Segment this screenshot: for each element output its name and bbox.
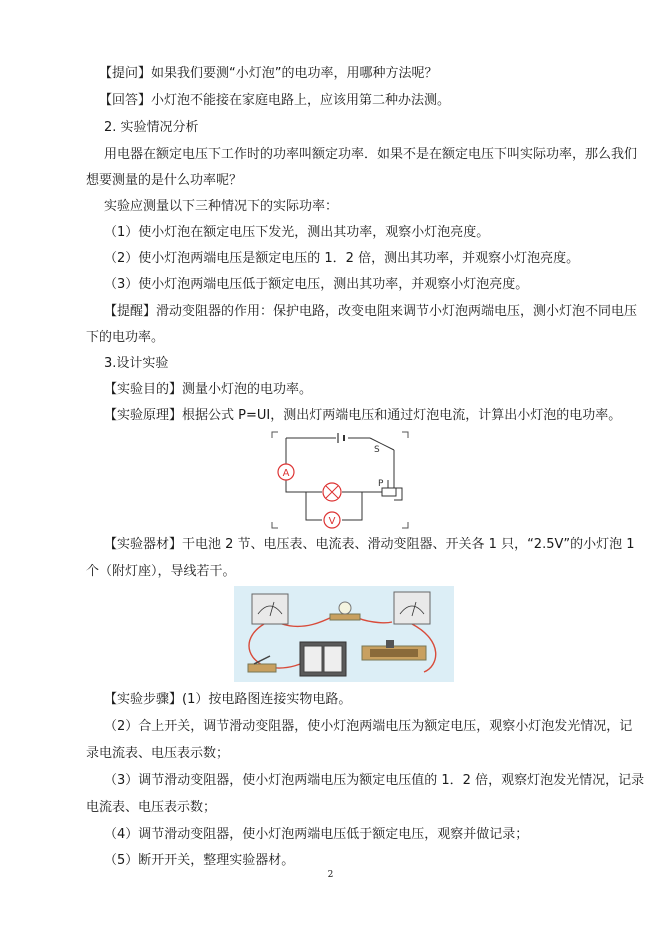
step-2-line2: 录电流表、电压表示数； — [86, 746, 230, 761]
case-1: （1）使小灯泡在额定电压下发光，测出其功率，观察小灯泡亮度。 — [104, 225, 490, 240]
step-3-line1: （3）调节滑动变阻器，使小灯泡两端电压为额定电压值的 1．2 倍，观察灯泡发光情况，记录 — [104, 773, 645, 788]
switch-label: S — [374, 445, 380, 455]
voltmeter-device-icon — [394, 592, 430, 624]
ammeter-device-icon — [252, 594, 288, 624]
reminder-line1: 【提醒】滑动变阻器的作用：保护电路，改变电阻来调节小灯泡两端电压，测小灯泡不同电压 — [104, 304, 638, 319]
battery-device-icon — [300, 642, 346, 676]
rated-power-paragraph-line2: 想要测量的是什么功率呢？ — [86, 173, 243, 188]
ammeter-label: A — [282, 468, 290, 479]
equipment-line1: 【实验器材】干电池 2 节、电压表、电流表、滑动变阻器、开关各 1 只，“2.5V”的小灯泡 1 — [104, 537, 635, 552]
three-cases-intro: 实验应测量以下三种情况下的实际功率： — [104, 199, 339, 214]
case-2: （2）使小灯泡两端电压是额定电压的 1．2 倍，测出其功率，并观察小灯泡亮度。 — [104, 251, 580, 266]
section-heading-design: 3.设计实验 — [104, 356, 169, 371]
experiment-purpose: 【实验目的】测量小灯泡的电功率。 — [104, 382, 313, 397]
rated-power-paragraph-line1: 用电器在额定电压下工作时的功率叫额定功率．如果不是在额定电压下叫实际功率，那么我们 — [104, 147, 638, 162]
steps-line1: 【实验步骤】(1）按电路图连接实物电路。 — [104, 692, 352, 707]
circuit-diagram — [270, 430, 410, 530]
voltmeter-label: V — [328, 516, 336, 527]
answer-paragraph: 【回答】小灯泡不能接在家庭电路上，应该用第二种办法测。 — [99, 93, 451, 108]
page-number: 2 — [327, 870, 334, 880]
step-4: （4）调节滑动变阻器，使小灯泡两端电压低于额定电压，观察并做记录； — [104, 827, 529, 842]
question-paragraph: 【提问】如果我们要测“小灯泡”的电功率，用哪种方法呢？ — [99, 66, 438, 81]
section-heading-analysis: 2. 实验情况分析 — [104, 120, 199, 135]
reminder-line2: 下的电功率。 — [86, 330, 165, 345]
experiment-principle: 【实验原理】根据公式 P=UI，测出灯两端电压和通过灯泡电流，计算出小灯泡的电功率。 — [104, 408, 622, 423]
step-2-line1: （2）合上开关，调节滑动变阻器，使小灯泡两端电压为额定电压，观察小灯泡发光情况，记 — [104, 719, 633, 734]
step-3-line2: 电流表、电压表示数； — [86, 800, 217, 815]
step-5: （5）断开开关，整理实验器材。 — [104, 853, 295, 868]
equipment-line2: 个（附灯座），导线若干。 — [86, 564, 236, 579]
equipment-photo — [234, 586, 454, 682]
case-3: （3）使小灯泡两端电压低于额定电压，测出其功率，并观察小灯泡亮度。 — [104, 277, 529, 292]
slider-label: P — [378, 479, 384, 489]
